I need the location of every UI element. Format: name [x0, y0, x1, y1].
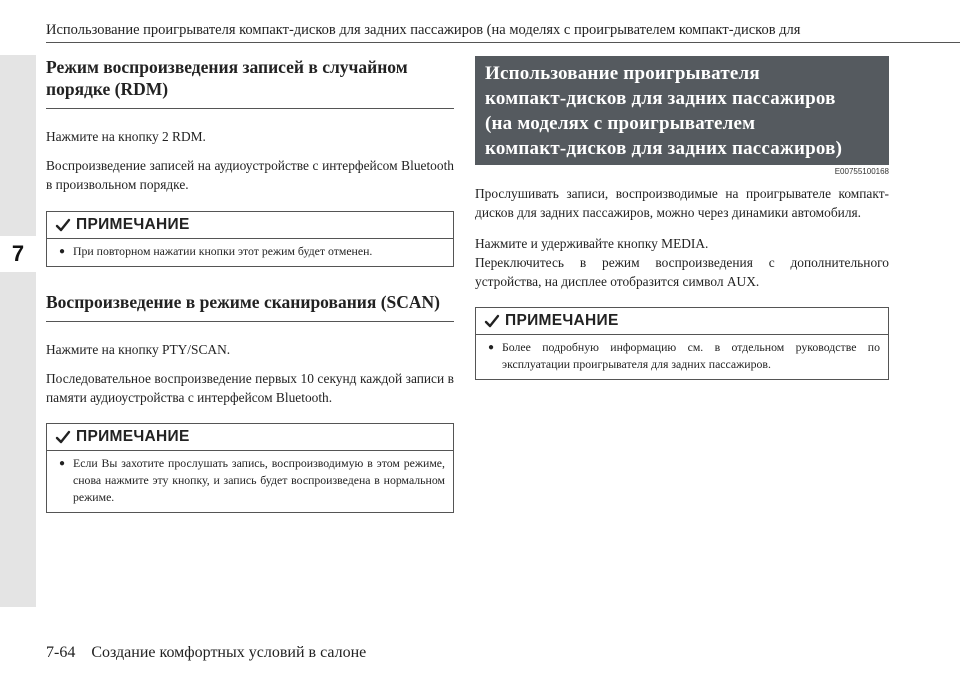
note-text: При повторном нажатии кнопки этот режим будет отменен. [73, 244, 373, 258]
note-text: Если Вы захотите прослушать запись, воспроизводимую в этом режиме, снова нажмите эту кнопку, и запись будет воспроизведена в нормальном режиме. [73, 456, 445, 504]
note-header [476, 308, 888, 332]
section-title-rdm [46, 56, 454, 100]
check-pencil-icon [484, 313, 500, 329]
bullet-icon: ● [59, 458, 66, 469]
check-pencil-icon [55, 217, 71, 233]
section-title-line: (на моделях с проигрывателем [485, 113, 756, 134]
paragraph: Нажмите на кнопку PTY/SCAN. [46, 342, 231, 357]
section-title-line: компакт-дисков для задних пассажиров) [485, 138, 843, 159]
note-box [475, 307, 889, 380]
section-rdm [46, 56, 454, 267]
section-rule [46, 108, 454, 109]
bullet-icon: ● [488, 342, 495, 353]
note-header [47, 424, 453, 448]
section-title-scan: Воспроизведение в режиме сканирования (SCAN) [46, 292, 441, 312]
section-title-box [475, 56, 889, 165]
paragraph: Последовательное воспроизведение первых 10 секунд каждой записи в памяти аудиоустройства с интерфейсом Bluetooth. [46, 371, 454, 405]
running-header: Использование проигрывателя компакт-дисков для задних пассажиров (на моделях с проигрывателем компакт-дисков для [46, 22, 801, 38]
bullet-icon: ● [59, 246, 66, 257]
chapter-number: 7 [11, 241, 25, 266]
note-item [47, 451, 453, 512]
paragraph: Переключитесь в режим воспроизведения с дополнительного устройства, на дисплее отобразится символ AUX. [475, 255, 889, 289]
note-box [46, 423, 454, 513]
header-rule [46, 42, 960, 43]
section-title-line: Использование проигрывателя [485, 63, 760, 84]
page-footer [46, 644, 366, 662]
section-scan [46, 291, 454, 513]
section-title-line: Режим воспроизведения записей в случайном [46, 57, 408, 77]
note-title: ПРИМЕЧАНИЕ [76, 216, 190, 233]
paragraph: Прослушивать записи, воспроизводимые на проигрывателе компакт-дисков для задних пассажиров, можно через динамики автомобиля. [475, 186, 889, 220]
doc-code: E00755100168 [834, 167, 889, 176]
note-text: Более подробную информацию см. в отдельном руководстве по эксплуатации проигрывателя для задних пассажиров. [502, 340, 880, 371]
section-title-line: порядке (RDM) [46, 79, 169, 99]
section-rule [46, 321, 454, 322]
note-title: ПРИМЕЧАНИЕ [505, 312, 619, 329]
check-pencil-icon [55, 429, 71, 445]
left-column [46, 56, 454, 513]
chapter-tab [0, 236, 36, 272]
note-header [47, 212, 453, 236]
page-number: 7-64 [46, 644, 76, 661]
note-title: ПРИМЕЧАНИЕ [76, 428, 190, 445]
paragraph: Нажмите и удерживайте кнопку MEDIA. [475, 236, 709, 251]
section-title-line: компакт-дисков для задних пассажиров [485, 88, 836, 109]
note-item [476, 335, 888, 379]
chapter-title: Создание комфортных условий в салоне [91, 644, 367, 661]
right-column [475, 56, 889, 380]
note-item [47, 239, 453, 266]
paragraph: Нажмите на кнопку 2 RDM. [46, 129, 206, 144]
note-box [46, 211, 454, 267]
chapter-sidebar [0, 55, 36, 607]
paragraph: Воспроизведение записей на аудиоустройстве с интерфейсом Bluetooth в произвольном порядке. [46, 158, 454, 192]
